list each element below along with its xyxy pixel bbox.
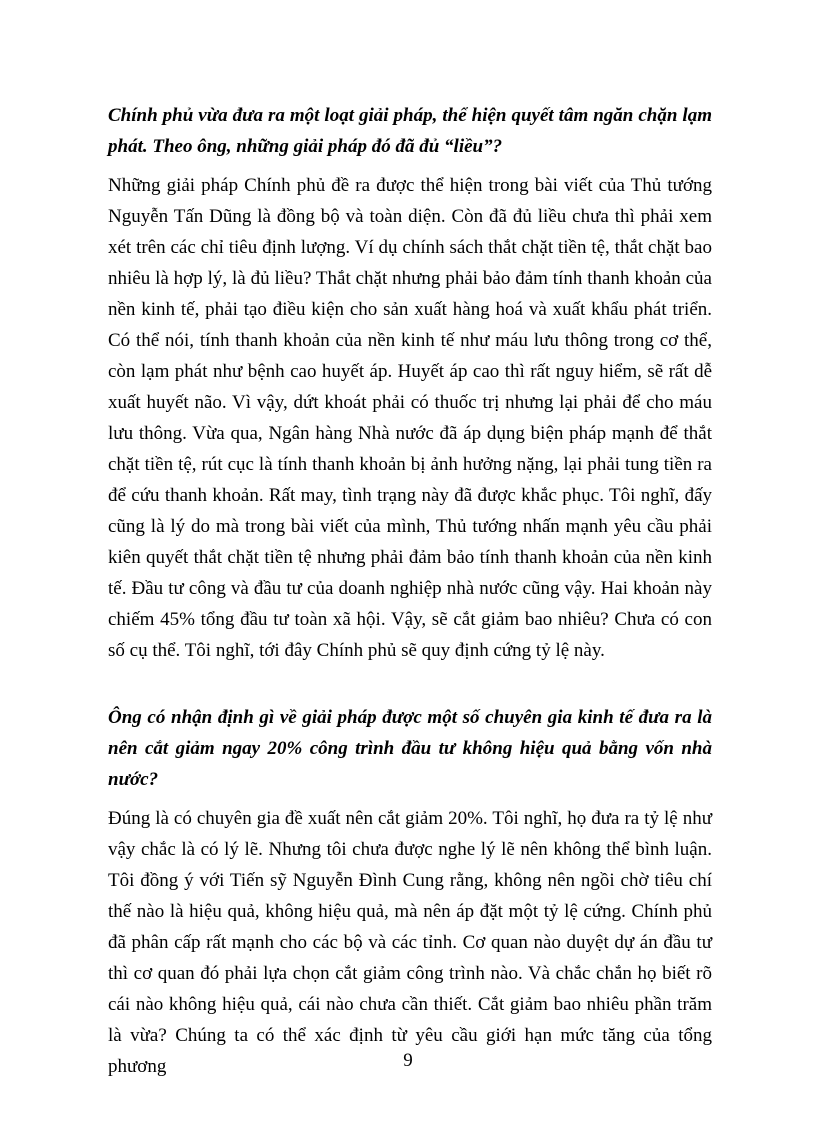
interview-answer-2: Đúng là có chuyên gia đề xuất nên cắt giảm 20%. Tôi nghĩ, họ đưa ra tỷ lệ như vậy chắc là có lý lẽ. Nhưng tôi chưa được nghe lý lẽ nên không thể bình luận. Tôi đồng ý với Tiến sỹ Nguyễn Đình Cung rằng, không nên ngồi chờ tiêu chí thế nào là hiệu quả, không hiệu quả, mà nên áp đặt một tỷ lệ cứng. Chính phủ đã phân cấp rất mạnh cho các bộ và các tỉnh. Cơ quan nào duyệt dự án đầu tư thì cơ quan đó phải lựa chọn cắt giảm công trình nào. Và chắc chắn họ biết rõ cái nào không hiệu quả, cái nào chưa cần thiết. Cắt giảm bao nhiêu phần trăm là vừa? Chúng ta có thể xác định từ yêu cầu giới hạn mức tăng của tổng phương xyxy=(108,808,712,1077)
document-page xyxy=(108,100,712,1082)
page-number: 9 xyxy=(403,1050,413,1071)
interview-answer-1: Những giải pháp Chính phủ đề ra được thể hiện trong bài viết của Thủ tướng Nguyễn Tấn Dũng là đồng bộ và toàn diện. Còn đã đủ liều chưa thì phải xem xét trên các chỉ tiêu định lượng. Ví dụ chính sách thắt chặt tiền tệ, thắt chặt bao nhiêu là hợp lý, là đủ liều? Thắt chặt nhưng phải bảo đảm tính thanh khoản của nền kinh tế, phải tạo điều kiện cho sản xuất hàng hoá và xuất khẩu phát triển. Có thể nói, tính thanh khoản của nền kinh tế như máu lưu thông trong cơ thể, còn lạm phát như bệnh cao huyết áp. Huyết áp cao thì rất nguy hiểm, sẽ rất dễ xuất huyết não. Vì vậy, dứt khoát phải có thuốc trị nhưng lại phải để cho máu lưu thông. Vừa qua, Ngân hàng Nhà nước đã áp dụng biện pháp mạnh để thắt chặt tiền tệ, rút cục là tính thanh khoản bị ảnh hưởng nặng, lại phải tung tiền ra để cứu thanh khoản. Rất may, tình trạng này đã được khắc phục. Tôi nghĩ, đấy cũng là lý do mà trong bài viết của mình, Thủ tướng nhấn mạnh yêu cầu phải kiên quyết thắt chặt tiền tệ nhưng phải đảm bảo tính thanh khoản của nền kinh tế. Đầu tư công và đầu tư của doanh nghiệp nhà nước cũng vậy. Hai khoản này chiếm 45% tổng đầu tư toàn xã hội. Vậy, sẽ cắt giảm bao nhiêu? Chưa có con số cụ thể. Tôi nghĩ, tới đây Chính phủ sẽ quy định cứng tỷ lệ này. xyxy=(108,175,712,661)
interview-question-1: Chính phủ vừa đưa ra một loạt giải pháp, thể hiện quyết tâm ngăn chặn lạm phát. Theo ông, những giải pháp đó đã đủ “liều”? xyxy=(108,105,712,157)
interview-question-2: Ông có nhận định gì về giải pháp được một số chuyên gia kinh tế đưa ra là nên cắt giảm ngay 20% công trình đầu tư không hiệu quả bằng vốn nhà nước? xyxy=(108,707,712,790)
